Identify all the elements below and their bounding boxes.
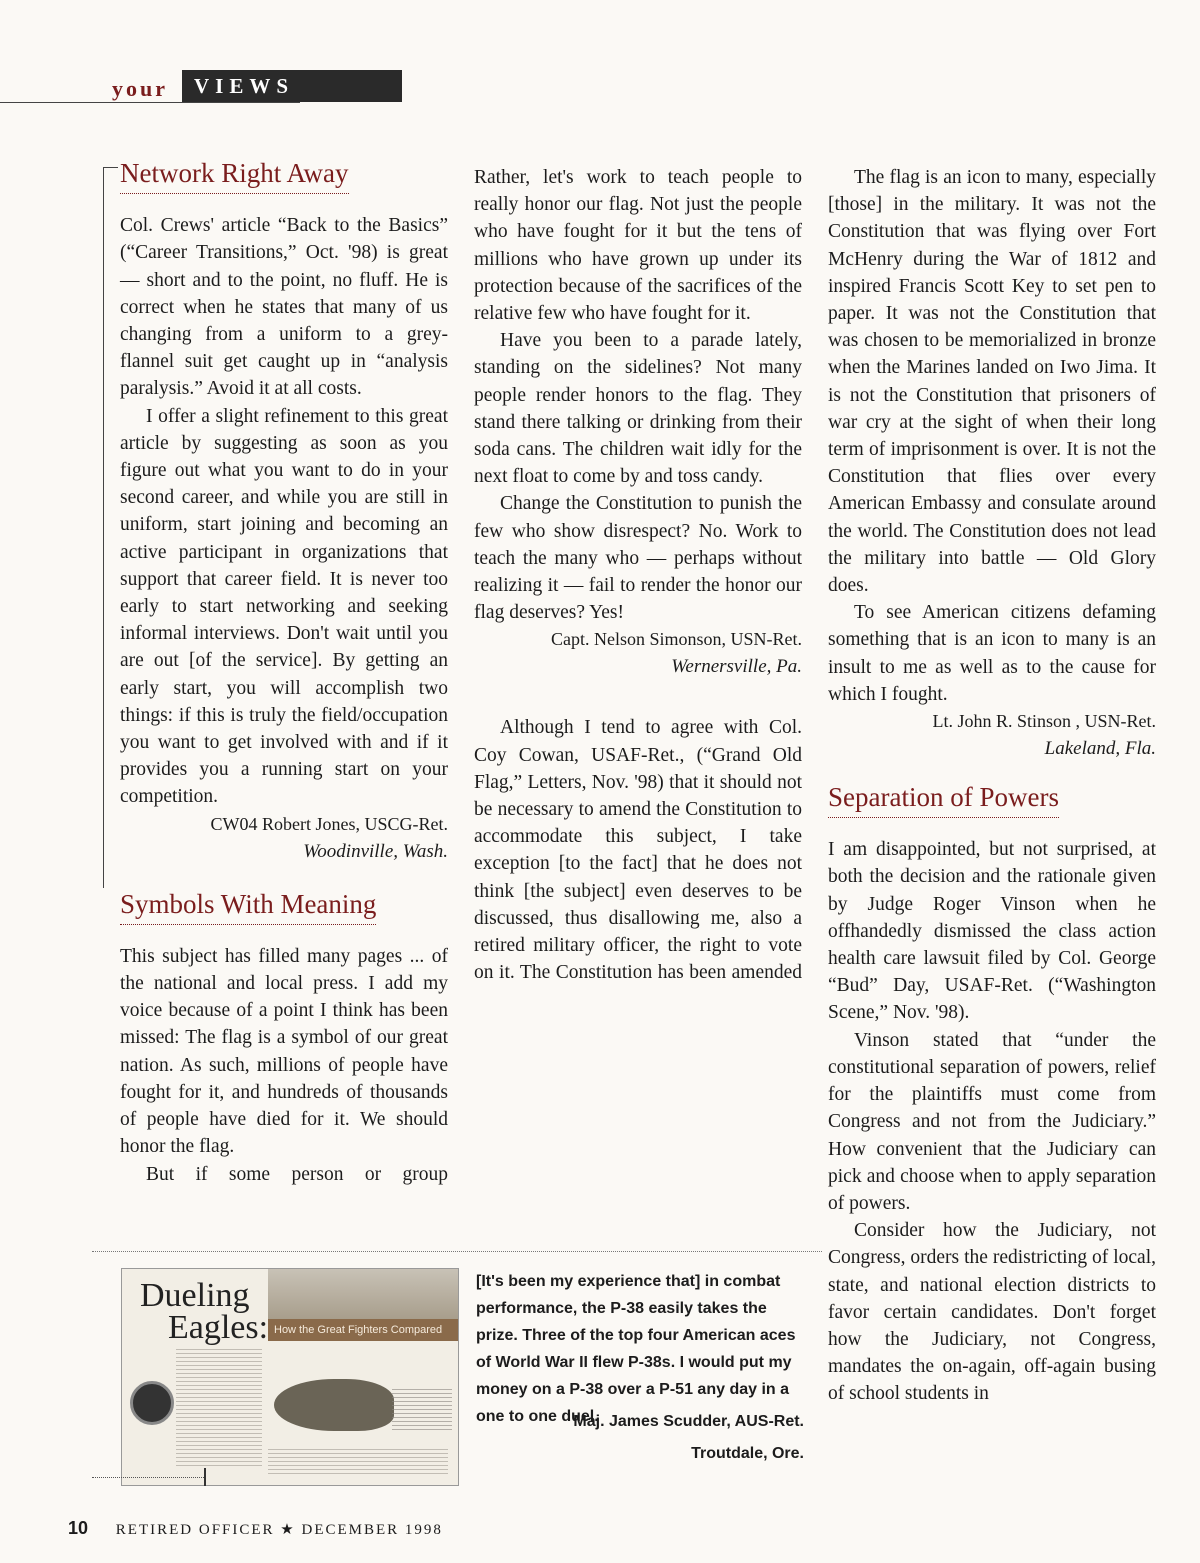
- paragraph: Have you been to a parade lately, standing on the sidelines? Not many people render honors to the flag. They stand there talking or drinking from their soda cans. The children wait idly for the next float to come by and toss candy.: [474, 330, 802, 488]
- section-label: VIEWS: [182, 70, 402, 102]
- paragraph: Rather, let's work to teach people to really honor our flag. Not just the people who have fought for it but the tens of millions who have grown up under its protection because of the sacrifices of the relative few who have fought for it.: [474, 167, 802, 325]
- thumbnail-text-block: [176, 1349, 262, 1469]
- author-location: Troutdale, Ore.: [691, 1445, 804, 1462]
- thumbnail-caption: [392, 1389, 452, 1433]
- column-3: [828, 164, 1156, 1408]
- headline-separation: Separation of Powers: [828, 784, 1059, 818]
- thumbnail-photo: [268, 1269, 458, 1319]
- headline-network: Network Right Away: [120, 160, 349, 194]
- signature-symbols: [474, 626, 802, 680]
- column-2: [474, 164, 802, 986]
- paragraph: Vinson stated that “under the constitutional separation of powers, relief for the plaintiffs must come from Congress and not from the Judiciary.” How convenient that the Judiciary can pick and choose when to apply separation of powers.: [828, 1029, 1156, 1214]
- column-1: [120, 160, 448, 1188]
- article-thumbnail: [121, 1268, 459, 1486]
- section-prefix: your: [112, 76, 168, 101]
- thumbnail-title: Eagles:: [168, 1309, 269, 1346]
- paragraph: This subject has filled many pages ... of the national and local press. I add my voice because of a point I think has been missed: The flag is a symbol of our great nation. As such, millions of people have fought for it, and hundreds of thousands of people have died for it. We should honor the flag.: [120, 945, 448, 1158]
- author-name: Capt. Nelson Simonson, USN-Ret.: [550, 629, 802, 650]
- header-rule: [0, 102, 300, 103]
- paragraph: I offer a slight refinement to this great article by suggesting as soon as you figure out what you want to do in your second career, and while you are still in uniform, start joining and becoming an active participant in organizations that support that career field. It is never too early to start networking and seeking informal interviews. Don't wait until you are out [of the service]. By getting an early start, you will accomplish two things: if this is truly the field/occupation you want to get involved with and if it provides you a running start on your competition.: [120, 405, 448, 808]
- paragraph: Consider how the Judiciary, not Congress, orders the redistricting of local, state, and national election districts to favor certain candidates. Don't forget how the Judiciary, not Congress, mandates the on-again, off-again busing of school students in: [828, 1220, 1156, 1405]
- signature-network: [120, 811, 448, 865]
- column-bracket: [103, 167, 118, 888]
- bottom-rule-tick: [204, 1468, 206, 1486]
- sidebar-divider: [92, 1251, 822, 1252]
- thumbnail-subtitle: How the Great Fighters Compared: [268, 1319, 459, 1341]
- thumbnail-text-block: [268, 1449, 448, 1477]
- propeller-icon: [130, 1381, 174, 1425]
- author-name: CW04 Robert Jones, USCG-Ret.: [210, 813, 448, 834]
- bottom-rule: [92, 1477, 204, 1478]
- author-location: Lakeland, Fla.: [1044, 738, 1156, 760]
- paragraph: Although I tend to agree with Col. Coy Cowan, USAF-Ret., (“Grand Old Flag,” Letters, Nov. '98) that it should not be necessary to amend the Constitution to accommodate this subject, I take exception [to the fact] that he does not think [the subject] even deserves to be discussed, thus disallowing me, also a retired military officer, the right to vote on it. The Constitution has been amended: [474, 717, 802, 984]
- paragraph: But if some person or group: [146, 1163, 448, 1185]
- paragraph: I am disappointed, but not surprised, at both the decision and the rationale given by Judge Roger Vinson when he offhandedly dismissed the class action health care lawsuit filed by Col. George “Bud” Day, USAF-Ret. (“Washington Scene,” Nov. '98).: [828, 839, 1156, 1024]
- paragraph: Change the Constitution to punish the few who show disrespect? No. Work to teach the many who — perhaps without realizing it — fail to render the honor our flag deserves? Yes!: [474, 493, 802, 624]
- pull-quote-signature: [476, 1406, 804, 1470]
- aircraft-icon: [274, 1379, 394, 1431]
- paragraph: Col. Crews' article “Back to the Basics” (“Career Transitions,” Oct. '98) is great — short and to the point, no fluff. He is correct when he states that many of us changing from a uniform to a grey-flannel suit get caught up in “analysis paralysis.” Avoid it at all costs.: [120, 215, 448, 400]
- thumbnail-title: Dueling: [140, 1277, 250, 1314]
- pull-quote: [It's been my experience that] in combat performance, the P-38 easily takes the prize. Three of the top four American aces of World War II flew P-38s. I would put my money on a P-38 over a P-51 any day in a one to one duel.: [476, 1273, 796, 1425]
- page-number: 10: [68, 1518, 89, 1538]
- author-location: Woodinville, Wash.: [303, 840, 448, 862]
- author-name: Maj. James Scudder, AUS-Ret.: [573, 1413, 804, 1430]
- paragraph: To see American citizens defaming something that is an icon to many is an insult to me as well as to the cause for which I fought.: [828, 602, 1156, 705]
- publication-name: RETIRED OFFICER ★ DECEMBER 1998: [115, 1522, 443, 1538]
- author-name: Lt. John R. Stinson , USN-Ret.: [932, 711, 1156, 732]
- author-location: Wernersville, Pa.: [671, 656, 802, 678]
- page-footer: [68, 1518, 443, 1539]
- paragraph: The flag is an icon to many, especially [those] in the military. It was not the Constitution that was flying over Fort McHenry during the War of 1812 and inspired Francis Scott Key to set pen to paper. It was not the Constitution that was chosen to be memorialized in bronze when the Marines landed on Iwo Jima. It is not the Constitution that prisoners of war cry at the sight of when their long term of imprisonment is over. It is not the Constitution that flies over every American Embassy and consulate around the world. The Constitution does not lead the military into battle — Old Glory does.: [828, 167, 1156, 597]
- headline-symbols: Symbols With Meaning: [120, 891, 376, 925]
- signature-cowan: [828, 708, 1156, 762]
